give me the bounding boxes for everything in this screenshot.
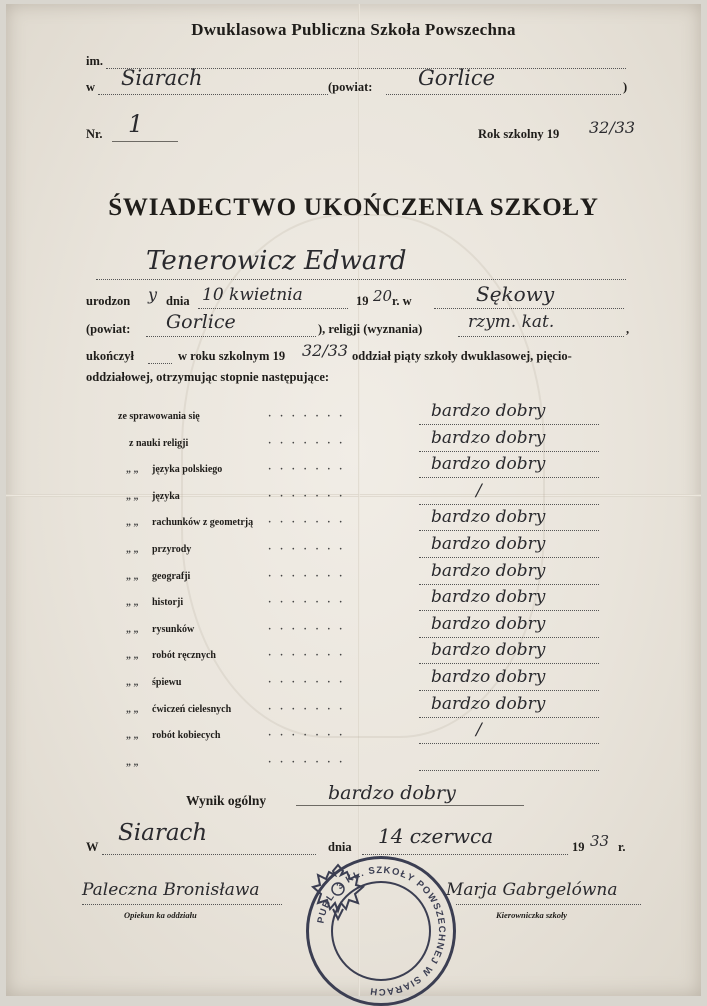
birth-year: 20 [373, 287, 393, 305]
grade-line [419, 584, 599, 585]
subject-label: ćwiczeń cielesnych [152, 704, 232, 715]
overall-line [296, 805, 524, 806]
grade-line [419, 690, 599, 691]
ukonczyl-line [148, 363, 172, 364]
oddzial-text: oddział piąty szkoły dwuklasowej, pięcio- [352, 349, 572, 363]
leader-dots: · · · · · · · [268, 571, 346, 582]
subject-label: geografji [152, 571, 191, 582]
leader-dots: · · · · · · · [268, 730, 346, 741]
leader-dots: · · · · · · · [268, 624, 346, 635]
leader-dots: · · · · · · · [268, 757, 346, 768]
issued-place: Siarach [118, 820, 208, 846]
birth-place-line [434, 308, 624, 309]
grade-line [419, 451, 599, 452]
grade-line [419, 530, 599, 531]
school-stamp [306, 856, 456, 1006]
grade-value: bardzo dobry [431, 667, 546, 687]
guardian-caption: Opiekun ka oddziału [124, 910, 197, 920]
subject-label: języka polskiego [152, 464, 223, 475]
grade-line [419, 743, 599, 744]
oddzial-text-2: oddziałowej, otrzymując stopnie następujące: [86, 370, 330, 384]
eagle-icon [309, 859, 367, 929]
grade-ditto: „ „ [126, 757, 139, 768]
grade-ditto: „ „ [126, 464, 139, 475]
grade-value: / [476, 481, 482, 501]
grade-value: bardzo dobry [431, 428, 546, 448]
leader-dots: · · · · · · · [268, 464, 346, 475]
grade-line [419, 717, 599, 718]
director-signature-line [456, 904, 641, 905]
subject-label: rysunków [152, 624, 195, 635]
nr-value: 1 [128, 110, 144, 138]
grade-ditto: „ „ [126, 730, 139, 741]
grade-line [419, 610, 599, 611]
subject-label: przyrody [152, 544, 192, 555]
school-year-value: 32/33 [589, 118, 636, 137]
grade-ditto: „ „ [126, 650, 139, 661]
grade-line [419, 770, 599, 771]
religion-line [458, 336, 624, 337]
school-year-text: w roku szkolnym 19 [178, 349, 286, 363]
subject-label: ze sprawowania się [118, 411, 200, 422]
powiat-value: Gorlice [418, 66, 496, 90]
birth-day: 10 kwietnia [202, 285, 303, 305]
grade-value: bardzo dobry [431, 454, 546, 474]
location-value: Siarach [121, 66, 203, 90]
student-powiat-line [146, 336, 316, 337]
grade-value: bardzo dobry [431, 587, 546, 607]
grade-ditto: „ „ [126, 571, 139, 582]
subject-label: robót ręcznych [152, 650, 216, 661]
issued-date-line [362, 854, 568, 855]
nr-line [112, 141, 178, 142]
certificate-paper [6, 4, 701, 996]
issued-w-label: W [86, 840, 99, 854]
urodzon-suffix: y [148, 285, 158, 304]
director-caption: Kierowniczka szkoły [496, 910, 568, 920]
grade-ditto: „ „ [126, 491, 139, 502]
nr-label: Nr. [86, 127, 103, 141]
leader-dots: · · · · · · · [268, 517, 346, 528]
issued-date: 14 czerwca [378, 824, 494, 848]
issued-place-line [102, 854, 316, 855]
school-year-label: Rok szkolny 19 [478, 127, 560, 141]
powiat-close: ) [623, 80, 628, 94]
grade-line [419, 504, 599, 505]
leader-dots: · · · · · · · [268, 544, 346, 555]
grade-value: bardzo dobry [431, 534, 546, 554]
religion-label: ), religji (wyznania) [318, 322, 423, 336]
urodzon-label: urodzon [86, 294, 131, 308]
grade-ditto: „ „ [126, 544, 139, 555]
subject-label: rachunków z geometrją [152, 517, 254, 528]
grade-line [419, 424, 599, 425]
issued-year: 33 [590, 832, 610, 850]
grade-ditto: „ „ [126, 677, 139, 688]
guardian-signature: Paleczna Bronisława [82, 880, 260, 900]
overall-label: Wynik ogólny [186, 793, 267, 808]
birth-day-line [198, 308, 348, 309]
birth-place: Sękowy [476, 282, 555, 306]
leader-dots: · · · · · · · [268, 491, 346, 502]
student-powiat-label: (powiat: [86, 322, 131, 336]
grade-value: bardzo dobry [431, 640, 546, 660]
leader-dots: · · · · · · · [268, 411, 346, 422]
ukonczyl-label: ukończył [86, 349, 134, 363]
grade-ditto: „ „ [126, 517, 139, 528]
director-signature: Marja Gabrgelówna [446, 880, 618, 900]
grade-ditto: „ „ [126, 597, 139, 608]
grade-value: bardzo dobry [431, 401, 546, 421]
guardian-signature-line [82, 904, 282, 905]
grade-value: bardzo dobry [431, 614, 546, 634]
powiat-line [386, 94, 621, 95]
grade-value: bardzo dobry [431, 694, 546, 714]
student-powiat-value: Gorlice [166, 311, 236, 333]
completion-year: 32/33 [302, 341, 349, 360]
school-name: Dwuklasowa Publiczna Szkoła Powszechna [191, 20, 516, 39]
issued-year-prefix: 19 [572, 840, 585, 854]
leader-dots: · · · · · · · [268, 677, 346, 688]
subject-label: historji [152, 597, 184, 608]
location-line [98, 94, 328, 95]
certificate-title: ŚWIADECTWO UKOŃCZENIA SZKOŁY [108, 194, 599, 221]
grade-value: bardzo dobry [431, 507, 546, 527]
grade-line [419, 477, 599, 478]
subject-label: robót kobiecych [152, 730, 221, 741]
issued-r-label: r. [618, 840, 626, 854]
grade-ditto: „ „ [126, 624, 139, 635]
student-name-line [96, 279, 626, 280]
grade-line [419, 663, 599, 664]
leader-dots: · · · · · · · [268, 438, 346, 449]
grade-value: bardzo dobry [431, 561, 546, 581]
issued-dnia-label: dnia [328, 840, 352, 854]
leader-dots: · · · · · · · [268, 597, 346, 608]
overall-value: bardzo dobry [328, 782, 456, 804]
grade-value: / [476, 720, 482, 740]
stamp-text: PUBL. 3 KL. SZKOŁY POWSZECHNEJ W SIARACH [315, 864, 448, 998]
im-label: im. [86, 54, 104, 68]
w-label: w [86, 80, 96, 94]
birth-year-prefix: 19 [356, 294, 369, 308]
subject-label: śpiewu [152, 677, 182, 688]
religion-value: rzym. kat. [468, 312, 555, 332]
religion-comma: , [626, 322, 630, 336]
subject-label: z nauki religji [129, 438, 189, 449]
powiat-label: (powiat: [328, 80, 373, 94]
grade-line [419, 557, 599, 558]
dnia-label: dnia [166, 294, 190, 308]
grade-ditto: „ „ [126, 704, 139, 715]
subject-label: języka [152, 491, 180, 502]
grade-line [419, 637, 599, 638]
birth-place-label: r. w [392, 294, 412, 308]
leader-dots: · · · · · · · [268, 704, 346, 715]
leader-dots: · · · · · · · [268, 650, 346, 661]
student-name: Tenerowicz Edward [146, 246, 407, 276]
